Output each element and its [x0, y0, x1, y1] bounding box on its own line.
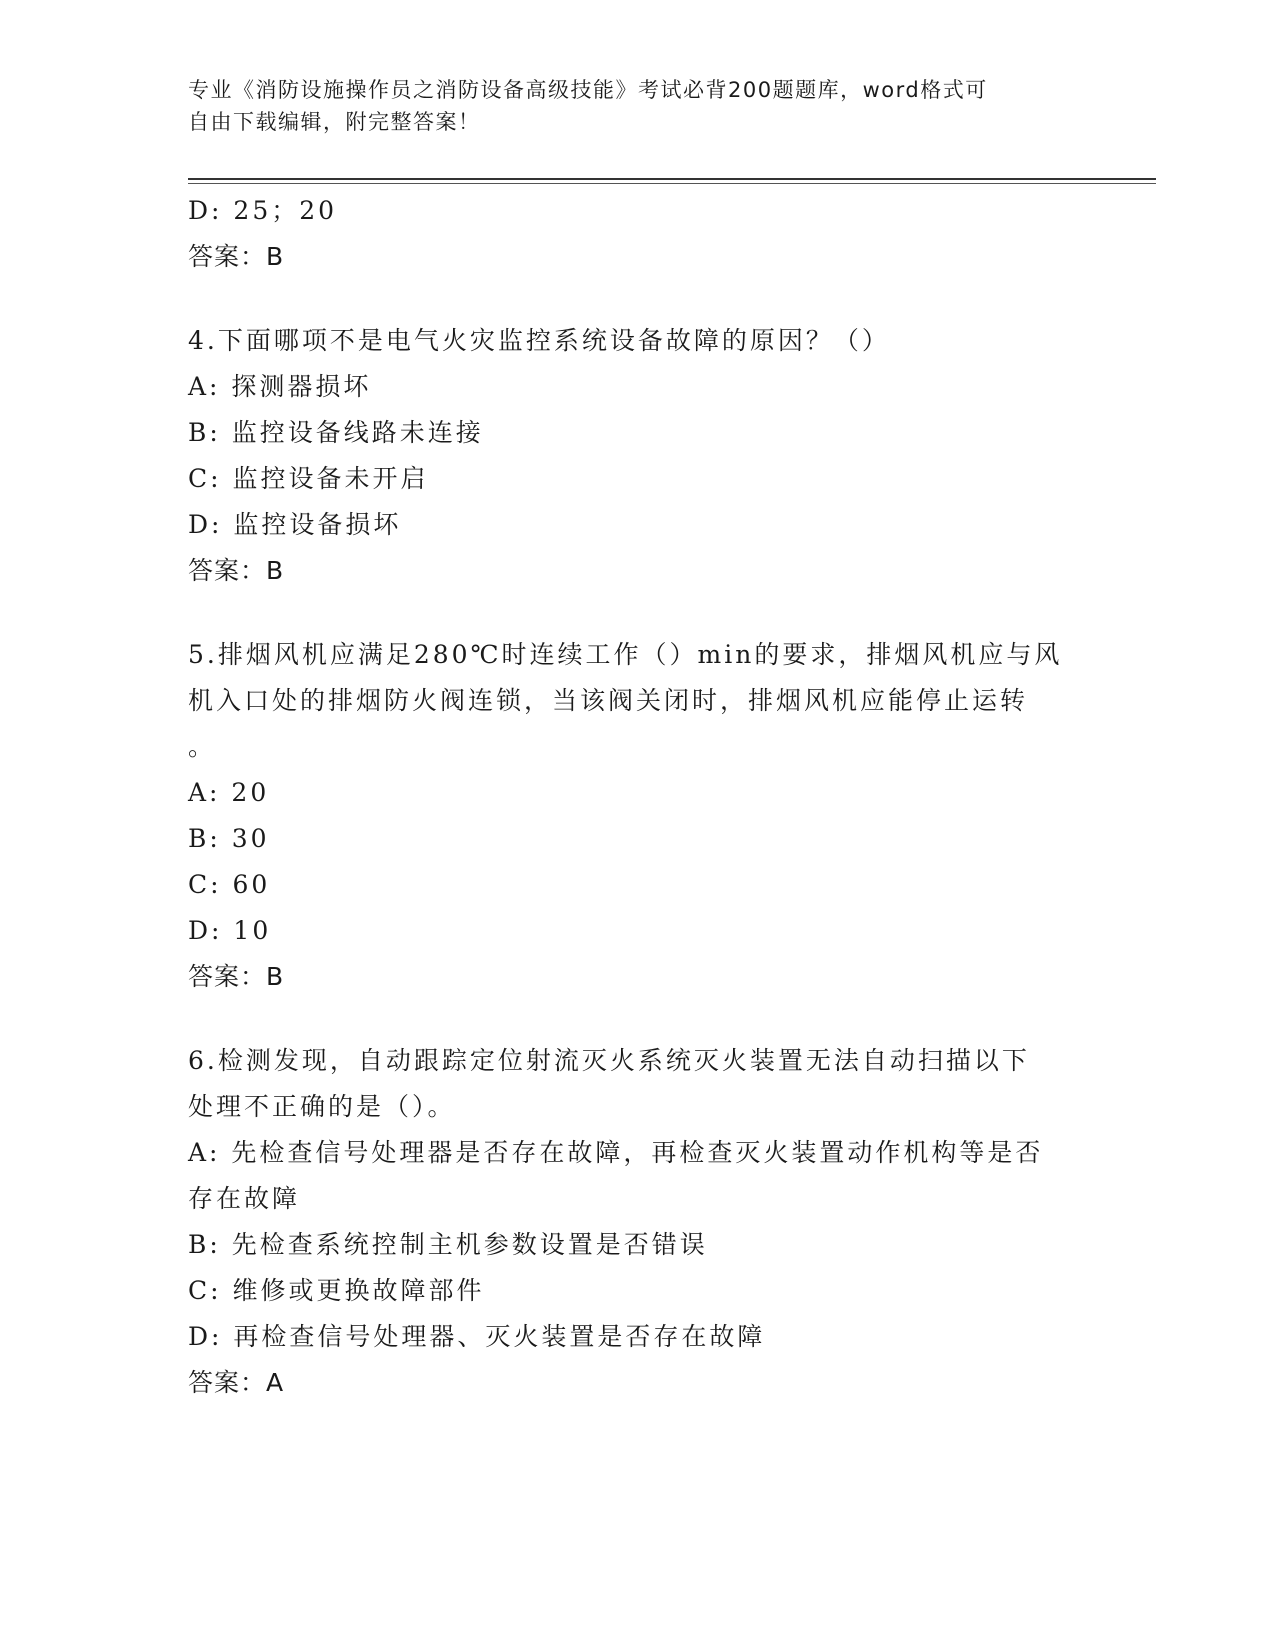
question-stem: 4.下面哪项不是电气火灾监控系统设备故障的原因？（）: [188, 326, 890, 355]
option-d: D: 再检查信号处理器、灭火装置是否存在故障: [188, 1322, 766, 1351]
option-a: A: 探测器损坏: [188, 372, 372, 401]
answer: 答案：B: [188, 242, 285, 271]
option-c: C: 监控设备未开启: [188, 464, 429, 493]
option-d: D: 监控设备损坏: [188, 510, 402, 539]
question-stem-line-1: 6.检测发现，自动跟踪定位射流灭火系统灭火装置无法自动扫描以下: [188, 1046, 1030, 1075]
header-divider-thick: [188, 178, 1156, 180]
option-d: D: 10: [188, 916, 272, 945]
option-c: C: 60: [188, 870, 271, 899]
answer: 答案：B: [188, 556, 285, 585]
question-6: [188, 1038, 1088, 1406]
answer: 答案：B: [188, 962, 285, 991]
header-line-1: 专业《消防设施操作员之消防设备高级技能》考试必背200题题库，word格式可: [188, 78, 988, 102]
previous-question-tail: [188, 188, 1088, 280]
question-stem-line-2: 处理不正确的是（）。: [188, 1092, 456, 1121]
option-a: A: 20: [188, 778, 270, 807]
option-a-line-1: A: 先检查信号处理器是否存在故障，再检查灭火装置动作机构等是否: [188, 1138, 1044, 1167]
question-4: [188, 318, 1088, 594]
option-b: B: 先检查系统控制主机参数设置是否错误: [188, 1230, 708, 1259]
option-a-line-2: 存在故障: [188, 1184, 301, 1213]
question-5: [188, 632, 1088, 1000]
answer: 答案：A: [188, 1368, 285, 1397]
option-c: C: 维修或更换故障部件: [188, 1276, 485, 1305]
question-stem-line-2: 机入口处的排烟防火阀连锁，当该阀关闭时，排烟风机应能停止运转: [188, 686, 1029, 715]
question-stem-line-3: 。: [188, 732, 217, 761]
option-b: B: 30: [188, 824, 270, 853]
question-stem-line-1: 5.排烟风机应满足280℃时连续工作（）min的要求，排烟风机应与风: [188, 640, 1063, 669]
header-line-2: 自由下载编辑，附完整答案！: [188, 110, 481, 134]
question-content: [188, 188, 1088, 1406]
option-b: B: 监控设备线路未连接: [188, 418, 484, 447]
option-d: D: 25；20: [188, 196, 338, 225]
document-header: [188, 74, 1088, 138]
header-divider-thin: [188, 183, 1156, 184]
